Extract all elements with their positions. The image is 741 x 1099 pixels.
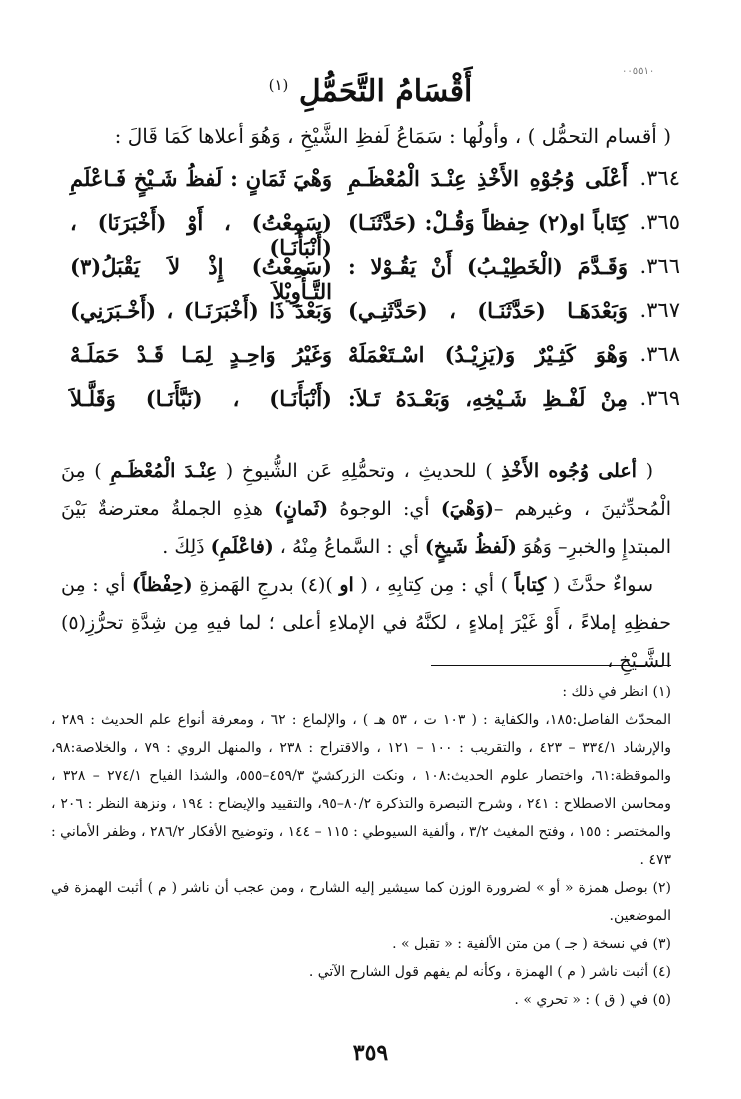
verse-first-hemistich: كِتَاباً او(٢) حِفظاً وَقُـلْ: (حَدَّثَنَـا): [348, 210, 628, 235]
title-footnote-ref: (١): [268, 76, 289, 94]
quoted-verse-term: (فاعْلَمِ): [210, 536, 274, 558]
verse-row: [70, 160, 680, 204]
commentary-paragraph: [61, 566, 671, 680]
commentary-paragraph: [61, 452, 671, 566]
commentary-text: ) أي : مِن كِتابِهِ ، (: [353, 574, 515, 596]
quoted-verse-term: أعلى وُجُوه الأَخْذِ: [501, 460, 637, 482]
verse-row: [70, 336, 680, 380]
section-title-text: أَقْسَامُ التَّحَمُّلِ: [298, 74, 473, 109]
verse-number: ٣٦٥.: [639, 210, 680, 234]
verse-second-hemistich: (سَمِعْتُ) ، أَوْ (أَخْبَرَنَا) ، (أَنْبَأَنَـا): [70, 210, 332, 260]
quoted-verse-term: (لَفظُ شَيخٍ): [424, 536, 517, 558]
footnote-1-references: المحدّث الفاصل:١٨٥، والكفاية : ( ١٠٣ ت ، ٥٣ هـ ) ، والإلماع : ٦٢ ، ومعرفة أنواع علم الحديث : ٢٨٩ ، والإرشاد ٣٣٤/١ – ٤٢٣ ، والتقريب : ١٠٠ – ١٢١ ، والاقتراح : ٢٣٨ ، والمنهل الروي : ٧٩ ، والخلاصة:٩٨، والموقظة:٦١، واختصار علوم الحديث:١٠٨ ، ونكت الزركشيّ ٤٥٩/٣–٥٥٥، والشذا الفياح ٢٧٤/١ – ٣٢٨ ، ومحاسن الاصطلاح : ٢٤١ ، وشرح التبصرة والتذكرة ٨٠/٢–٩٥، والتقييد والإيضاح : ١٩٤ ، ونزهة النظر : ٢٠٦ ، والمختصر : ١٥٥ ، وفتح المغيث ٣/٢ ، وألفية السيوطي : ١١٥ – ١٤٤ ، وتوضيح الأفكار ٢٨٦/٢ ، وظفر الأماني : ٤٧٣ .: [51, 712, 672, 868]
verse-first-hemistich: أَعْلَى وُجُوْهِ الأَخْذِ عِنْـدَ الْمُعْظَـمِ: [348, 166, 628, 191]
verse-second-hemistich: وَهْيَ ثَمَانٍ : لَفظُ شَـيْخٍ فَـاعْلَمِ: [70, 166, 332, 191]
verse-first-hemistich: وَقَـدَّمَ (الْخَطِيْـبُ) أَنْ يَقُـوْلا :: [348, 254, 628, 279]
commentary-text: )(٤) بدرجِ الهَمزةِ: [192, 574, 340, 596]
footnote-4: (٤) أثبت ناشر ( م ) الهمزة ، وكأنه لم يفهم قول الشارح الآتي .: [308, 964, 671, 980]
footnote-1: (١) انظر في ذلك :: [562, 684, 671, 700]
verse-first-hemistich: وَهْوَ كَثِـيْرٌ وَ(يَزِيْـدُ) اسْـتَعْمَلَهْ: [348, 342, 628, 367]
quoted-verse-term: كِتاباً: [514, 574, 547, 596]
verse-row: [70, 292, 680, 336]
footnotes: [51, 678, 671, 1014]
verse-row: [70, 204, 680, 260]
verse-row: [70, 248, 680, 304]
commentary-text: أي : السَّماعُ مِنْهُ ،: [273, 536, 425, 558]
intro-line: ( أقسام التحمُّل ) ، وأولُها : سَمَاعُ لَفظِ الشَّيْخِ ، وَهُوَ أعلاها كَمَا قَالَ :: [114, 124, 671, 148]
commentary: [61, 452, 671, 680]
verse-number: ٣٦٤.: [639, 166, 680, 190]
verse-block: [70, 160, 680, 424]
page-number: ٣٥٩: [352, 1040, 389, 1066]
footnote-5: (٥) في ( ق ) : « تحري » .: [514, 992, 671, 1008]
commentary-text: أي : مِن حفظِهِ إملاءً ، أَوْ غَيْرَ إملاءٍ ، لكنَّهُ في الإملاءِ أعلى ؛ لما فيهِ مِن شِدَّةِ تحرُّزِ(٥) الشَّـيْخِ ،: [61, 574, 671, 672]
commentary-text: سواءٌ حدَّثَ (: [546, 574, 653, 596]
verse-second-hemistich: (أَنْبَأَنَـا) ، (نَبَّأَنَـا) وَقَلَّـلاَ: [70, 386, 332, 411]
verse-first-hemistich: مِنْ لَفْـظِ شَـيْخِهِ، وَبَعْـدَهُ تَـلاَ:: [348, 386, 628, 411]
quoted-verse-term: عِنْـدَ الْمُعْظَـمِ: [110, 460, 218, 482]
footnote-3: (٣) في نسخة ( جـ ) من متن الألفية : « تقبل » .: [392, 936, 671, 952]
verse-number: ٣٦٨.: [639, 342, 680, 366]
verse-second-hemistich: وَبَعْدَ ذَا (أَخْبَرَنَـا) ، (أَخْـبَرَنِي): [70, 298, 332, 323]
commentary-text: أي: الوجوهُ: [328, 498, 441, 520]
verse-number: ٣٦٧.: [639, 298, 680, 322]
verse-number: ٣٦٩.: [639, 386, 680, 410]
quoted-verse-term: (حِفْظاً): [131, 574, 193, 596]
commentary-text: ) للحديثِ ، وتحمُّلِهِ عَن الشُّيوخِ (: [217, 460, 502, 482]
verse-number: ٣٦٦.: [639, 254, 680, 278]
quoted-verse-term: (وَهْيَ): [440, 498, 494, 520]
commentary-text: ذَلِكَ .: [162, 536, 211, 558]
verse-second-hemistich: وَغَيْرُ وَاحِـدٍ لِمَـا قَـدْ حَمَلَـهْ: [70, 342, 332, 367]
verse-second-hemistich: (سَمِعْتُ) إِذْ لاَ يَقْبَلُ(٣) التَّـأْوِيْلاَ: [70, 254, 332, 304]
quoted-verse-term: او: [339, 574, 354, 596]
section-title: [0, 74, 741, 109]
quoted-verse-term: (ثَمانٍ): [274, 498, 329, 520]
footnote-separator: [431, 665, 671, 666]
corner-mark: ٠٠٥٥١٠: [622, 66, 655, 77]
commentary-text: هذِهِ الجملةُ معترضةٌ بَيْنَ المبتدإِ والخبرِ– وَهُوَ: [61, 498, 671, 558]
commentary-text: ) مِنَ الْمُحدِّثينَ ، وغيرهم –: [61, 460, 671, 520]
verse-first-hemistich: وَبَعْدَهَـا (حَدَّثَنَـا) ، (حَدَّثَنِـي): [348, 298, 628, 323]
verse-row: [70, 380, 680, 424]
commentary-text: (: [636, 460, 654, 482]
footnote-2: (٢) بوصل همزة « أو » لضرورة الوزن كما سيشير إليه الشارح ، ومن عجب أن ناشر ( م ) أثبت الهمزة في الموضعين.: [51, 880, 671, 924]
